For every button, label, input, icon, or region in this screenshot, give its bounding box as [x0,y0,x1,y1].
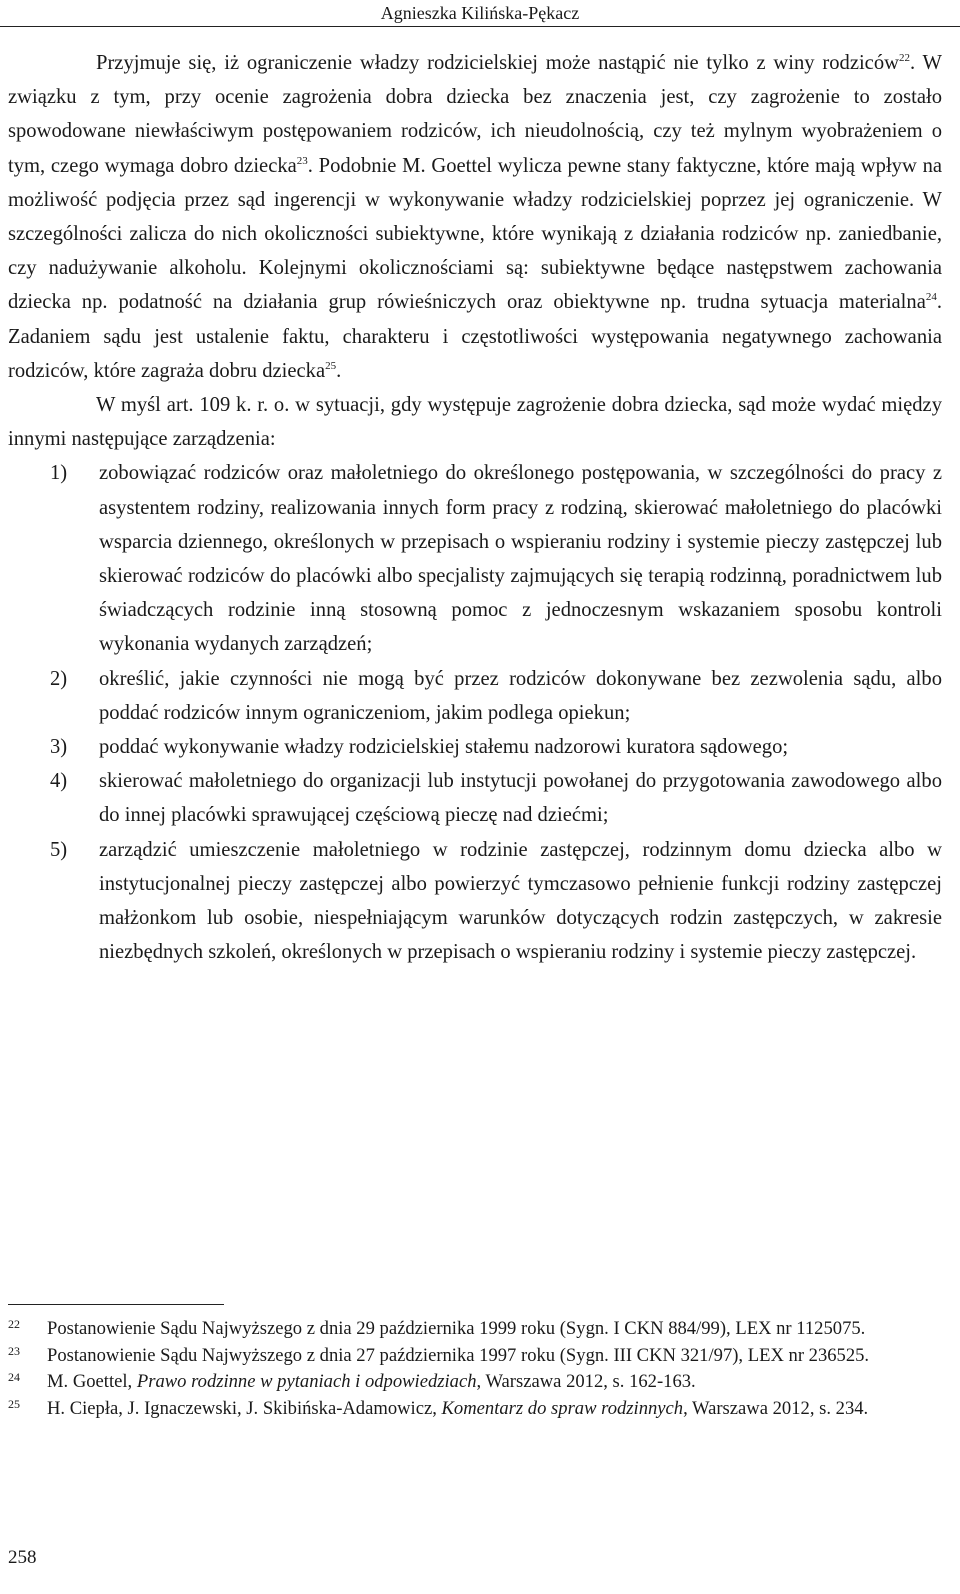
list-item-number: 4) [50,770,68,793]
footnote-ref-25[interactable]: 25 [325,359,337,372]
footnote-separator [8,1304,224,1305]
court-orders-list [8,456,942,969]
list-item-text: zobowiązać rodziców oraz małoletniego do określonego postępowania, w szczególności do pracy z asystentem rodziny, realizowania innych form pracy z rodziną, skierować małoletniego do placówki wsparcia dziennego, określonych w przepisach o wspieraniu rodziny i systemie pieczy zastępczej lub skierować rodziców do placówki albo specjalisty zajmujących się terapią rodzinną, poradnictwem lub świadczących rodzinie inną stosowną pomoc z jednoczesnym wskazaniem sposobu kontroli wykonania wydanych zarządzeń; [99,462,942,656]
list-item [8,764,942,832]
footnote-ref-24[interactable]: 24 [925,291,937,304]
list-item [8,730,942,764]
footnote-24 [8,1369,942,1396]
paragraph-1 [8,46,942,388]
footnote-23 [8,1343,942,1370]
list-item [8,833,942,970]
paragraph-2: W myśl art. 109 k. r. o. w sytuacji, gdy występuje zagrożenie dobra dziecka, sąd może wydać między innymi następujące zarządzenia: [8,394,942,451]
list-item [8,456,942,661]
header-author: Agnieszka Kilińska-Pękacz [380,3,580,23]
footnote-text-author: M. Goettel, [47,1371,137,1392]
paragraph-1-text-d: . Zadaniem sądu jest ustalenie faktu, charakteru i częstotliwości występowania negatywnego zachowania rodziców, które zagraża dobru dziecka [8,291,942,382]
footnote-book-title: Komentarz do spraw rodzinnych [441,1397,684,1419]
list-item-number: 2) [50,667,68,690]
paragraph-1-text-a: Przyjmuje się, iż ograniczenie władzy rodzicielskiej może nastąpić nie tylko z winy rodziców [96,52,899,74]
list-item-number: 5) [50,838,68,861]
list-item-text: poddać wykonywanie władzy rodzicielskiej stałemu nadzorowi kuratora sądowego; [99,736,789,759]
paragraph-1-text-c: . Podobnie M. Goettel wylicza pewne stany faktyczne, które mają wpływ na możliwość podjęcia przez sąd ingerencji w wykonywanie władzy rodzicielskiej poprzez jej ograniczenie. W szczególności zalicza do nich okoliczności subiektywne, które wynikają z działania rodziców np. zaniedbanie, czy nadużywanie alkoholu. Kolejnymi okolicznościami są: subiektywne będące następstwem zachowania dziecka np. podatność na działania grup rówieśniczych oraz obiektywne np. trudna sytuacja materialna [8,154,943,314]
footnote-ref-23[interactable]: 23 [296,154,308,167]
list-item-text: skierować małoletniego do organizacji lub instytucji powołanej do przygotowania zawodowego albo do innej placówki sprawującej częściową pieczę nad dziećmi; [99,770,942,827]
footnote-text-publication: , Warszawa 2012, s. 162-163. [476,1371,696,1392]
footnote-number: 22 [8,1317,20,1331]
list-item-text: zarządzić umieszczenie małoletniego w rodzinie zastępczej, rodzinnym domu dziecka albo w instytucjonalnej pieczy zastępczej albo powierzyć tymczasowo pełnienie funkcji rodziny zastępczej małżonkom lub osobie, niespełniającym warunków dotyczących rodzin zastępczych, w zakresie niezbędnych szkoleń, określonych w przepisach o wspieraniu rodziny i systemie pieczy zastępczej. [99,838,942,964]
footnote-book-title: Prawo rodzinne w pytaniach i odpowiedziach [136,1371,477,1392]
paragraph-1-text-e: . [336,359,342,382]
list-item-text: określić, jakie czynności nie mogą być przez rodziców dokonywane bez zezwolenia sądu, albo poddać rodziców innym ograniczeniom, jakim podlega opiekun; [99,667,942,724]
footnote-text: Postanowienie Sądu Najwyższego z dnia 27 października 1997 roku (Sygn. III CKN 321/97), LEX nr 236525. [47,1344,870,1366]
footnote-number: 23 [8,1343,20,1358]
footnotes [8,1316,942,1422]
footnote-text-publication: , Warszawa 2012, s. 234. [683,1397,869,1419]
main-text [8,46,942,969]
footnote-25 [8,1396,942,1423]
footnote-22 [8,1316,942,1343]
page-number: 258 [8,1547,37,1568]
footnote-text-author: H. Ciepła, J. Ignaczewski, J. Skibińska-Adamowicz, [47,1397,442,1419]
paragraph-1-text-b: . W związku z tym, przy ocenie zagrożenia dobra dziecka bez znaczenia jest, czy zagrożenie to zostało spowodowane niewłaściwym postępowaniem rodziców, ich nieudolnością, czy też mylnym wyobrażeniem o tym, czego wymaga dobro dziecka [8,52,942,177]
list-item [8,662,942,730]
footnote-text: Postanowienie Sądu Najwyższego z dnia 29 października 1999 roku (Sygn. I CKN 884/99), LEX nr 1125075. [47,1318,866,1339]
running-header [0,0,960,27]
footnote-number: 25 [8,1396,20,1411]
footnote-ref-22[interactable]: 22 [899,52,910,65]
list-item-number: 1) [50,462,68,485]
list-item-number: 3) [50,736,68,759]
footnote-number: 24 [8,1370,20,1384]
